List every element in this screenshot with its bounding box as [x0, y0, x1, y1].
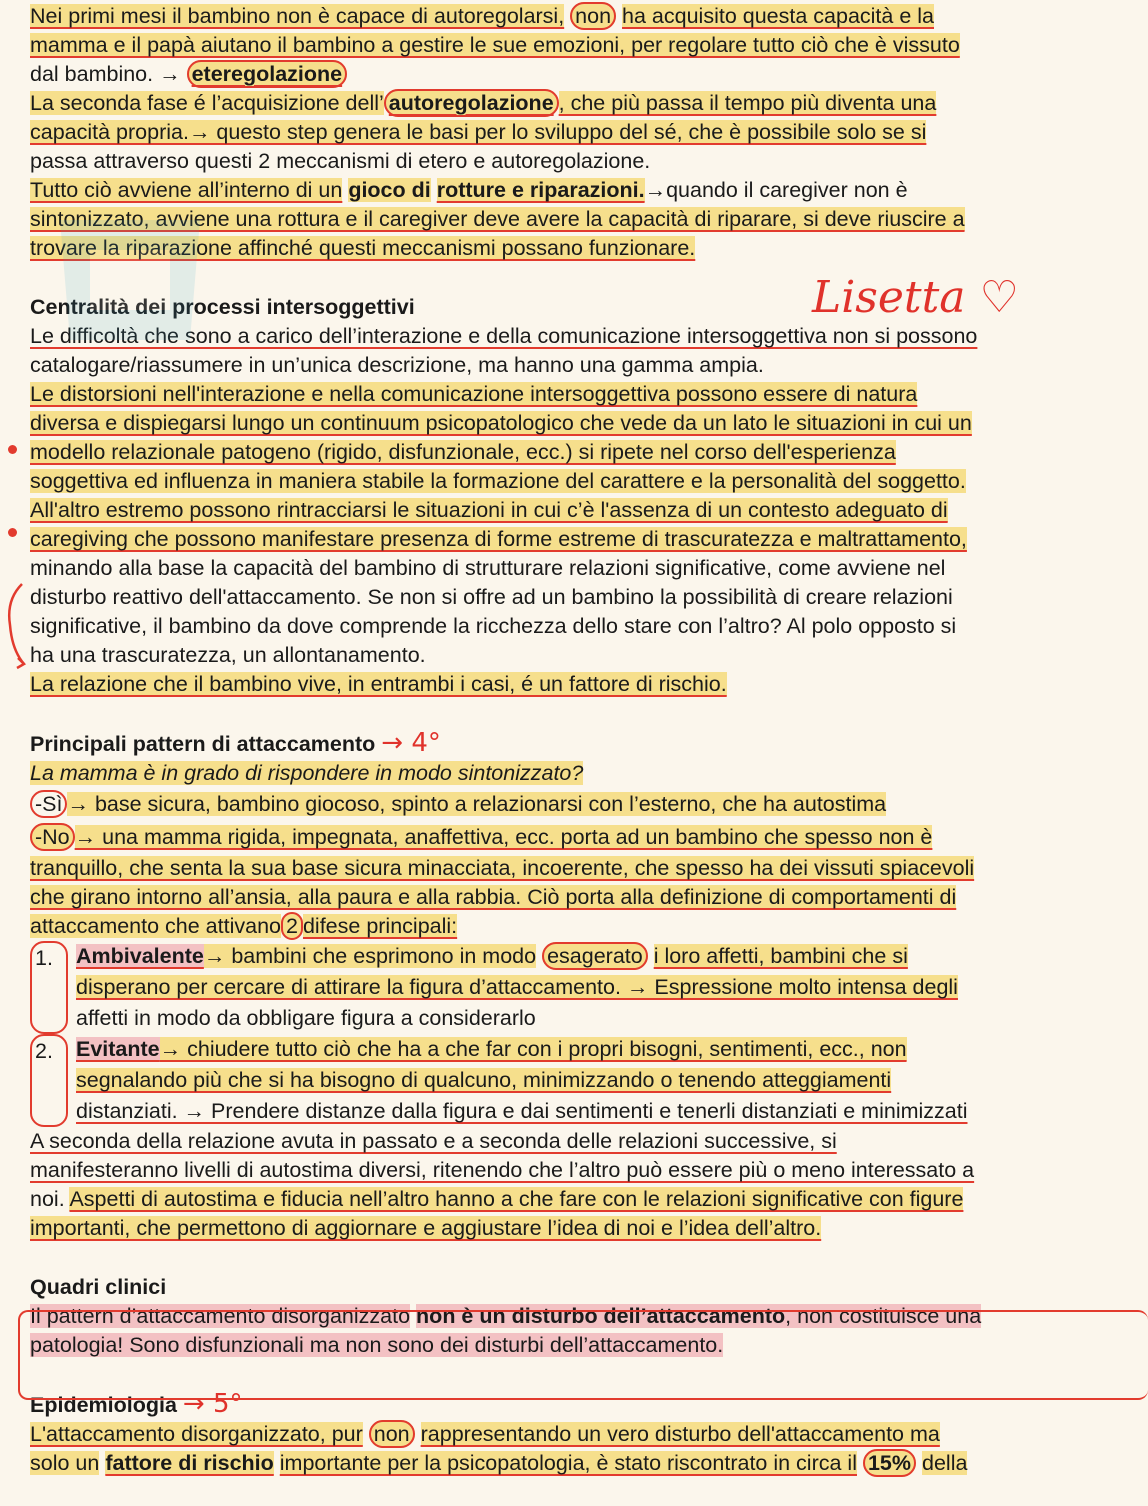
section-title-pattern: Principali pattern di attaccamento → 4° [30, 728, 441, 758]
sec1-line-9: minando alla base la capacità del bambino di strutturare relazioni significative, come avviene nel [30, 556, 946, 580]
annotation-4: → 4° [381, 728, 441, 758]
section-title-quadri: Quadri clinici [30, 1275, 167, 1299]
highlight-box [18, 1310, 1148, 1400]
spacer [30, 699, 1130, 729]
intro-line-2: mamma e il papà aiutano il bambino a gestire le sue emozioni, per regolare tutto ciò che è vissuto [30, 33, 960, 57]
sec2-line-3: tranquillo, che senta la sua base sicura minacciata, incoerente, che spesso ha dei vissuti spiacevoli [30, 856, 975, 880]
watermark-logo-icon [40, 200, 220, 360]
sec2-line-4: che girano intorno all’ansia, alla paura e alla rabbia. Ciò porta alla definizione di comportamenti di [30, 885, 957, 909]
sec1-line-8: caregiving che possono manifestare presenza di forme estreme di trascuratezza e maltrattamento, [30, 527, 967, 551]
sec2-after-2: manifesteranno livelli di autostima diversi, ritenendo che l’altro può essere più o meno interessato a [30, 1158, 975, 1182]
intro-line-9: trovare la riparazione affinché questi meccanismi possano funzionare. [30, 236, 696, 260]
sec2-line-5: attaccamento che attivano 2 difese principali: [30, 914, 458, 938]
sec3-line-2: patologia! Sono disfunzionali ma non sono dei disturbi dell’attaccamento. [30, 1333, 724, 1357]
margin-dot-icon [8, 445, 17, 454]
intro-line-6: passa attraverso questi 2 meccanismi di etero e autoregolazione. [30, 149, 651, 173]
sec1-line-12: ha una trascuratezza, un allontanamento. [30, 643, 426, 667]
sec1-line-10: disturbo reattivo dell'attaccamento. Se non si offre ad un bambino la possibilità di creare relazioni [30, 585, 953, 609]
sec1-line-11: significative, il bambino da dove comprende la ricchezza dello stare con l’altro? Al polo opposto si [30, 614, 957, 638]
list-item-evitante: 2. Evitante→ chiudere tutto ciò che ha a che far con i propri bisogni, sentimenti, ecc., non segnalando più che si ha bisogno di qualcuno, minimizzando o tenendo atteggiamenti distanziati. → Prendere distanze dalla figura e dai sentimenti e tenerli distanziati e minimizzati [30, 1034, 1130, 1127]
sec1-line-2: catalogare/riassumere in un’unica descrizione, ma hanno una gamma ampia. [30, 353, 764, 377]
handwritten-signature: Lisetta ♡ [812, 272, 1019, 323]
margin-bracket-icon [4, 580, 28, 670]
intro-line-8: sintonizzato, avviene una rottura e il caregiver deve avere la capacità di riparare, si deve riuscire a [30, 207, 965, 231]
sec1-line-4: diversa e dispiegarsi lungo un continuum psicopatologico che vede da un lato le situazioni in cui un [30, 411, 972, 435]
sec1-line-5: modello relazionale patogeno (rigido, disfunzionale, ecc.) si ripete nel corso dell'esperienza [30, 440, 896, 464]
sec4-line-2: solo un fattore di rischio importante per la psicopatologia, è stato riscontrato in circa il 15% della [30, 1451, 968, 1475]
intro-line-1: Nei primi mesi il bambino non è capace di autoregolarsi, non ha acquisito questa capacità e la [30, 4, 934, 28]
sec1-line-6: soggettiva ed influenza in maniera stabile la formazione del carattere e la personalità del soggetto. [30, 469, 966, 493]
sec4-line-1: L'attaccamento disorganizzato, pur non rappresentando un vero disturbo dell'attaccamento ma [30, 1422, 940, 1446]
section-title-epidemiologia: Epidemiologia → 5° [30, 1389, 243, 1419]
section-title-intersoggettivi: Centralità dei processi intersoggettivi [30, 295, 415, 319]
sec1-line-3: Le distorsioni nell'interazione e nella comunicazione intersoggettiva possono essere di natura [30, 382, 918, 406]
intro-line-4: La seconda fase é l’acquisizione dell’ autoregolazione , che più passa il tempo più diventa una [30, 91, 937, 115]
sec3-line-1: Il pattern d’attaccamento disorganizzato non è un disturbo dell’attaccamento, non costituisce una [30, 1304, 982, 1328]
annotation-5: → 5° [182, 1389, 243, 1419]
sec2-si: -Sì → base sicura, bambino giocoso, spinto a relazionarsi con l’esterno, che ha autostima [30, 788, 1130, 821]
sec2-question: La mamma è in grado di rispondere in modo sintonizzato? [30, 761, 584, 785]
sec2-after-1: A seconda della relazione avuta in passato e a seconda delle relazioni successive, si [30, 1129, 837, 1153]
sec2-after-3: noi. Aspetti di autostima e fiducia nell’altro hanno a che fare con le relazioni significative con figure [30, 1187, 964, 1211]
sec2-no: -No → una mamma rigida, impegnata, anaffettiva, ecc. porta ad un bambino che spesso non è [30, 821, 1130, 854]
sec1-line-1: Le difficoltà che sono a carico dell’interazione e della comunicazione intersoggettiva non si possono [30, 324, 978, 348]
sec1-line-7: All'altro estremo possono rintracciarsi le situazioni in cui c’è l'assenza di un contesto adeguato di [30, 498, 948, 522]
sec2-after-4: importanti, che permettono di aggiornare e aggiustare l’idea di noi e l’idea dell’altro. [30, 1216, 822, 1240]
sec1-line-13: La relazione che il bambino vive, in entrambi i casi, é un fattore di rischio. [30, 672, 727, 696]
spacer [30, 1243, 1130, 1273]
intro-line-7: Tutto ciò avviene all’interno di un gioco di rotture e riparazioni.→quando il caregiver non è [30, 178, 908, 202]
margin-dot-icon [8, 528, 17, 537]
list-item-ambivalente: 1. Ambivalente→ bambini che esprimono in modo esagerato i loro affetti, bambini che si disperano per cercare di attirare la figura d’attaccamento. → Espressione molto intensa degli affetti in modo da obbligare figura a considerarlo [30, 941, 1130, 1034]
intro-line-5: capacità propria.→ questo step genera le basi per lo sviluppo del sé, che è possibile solo se si [30, 120, 927, 144]
intro-line-3: dal bambino. → eteregolazione [30, 60, 1130, 89]
